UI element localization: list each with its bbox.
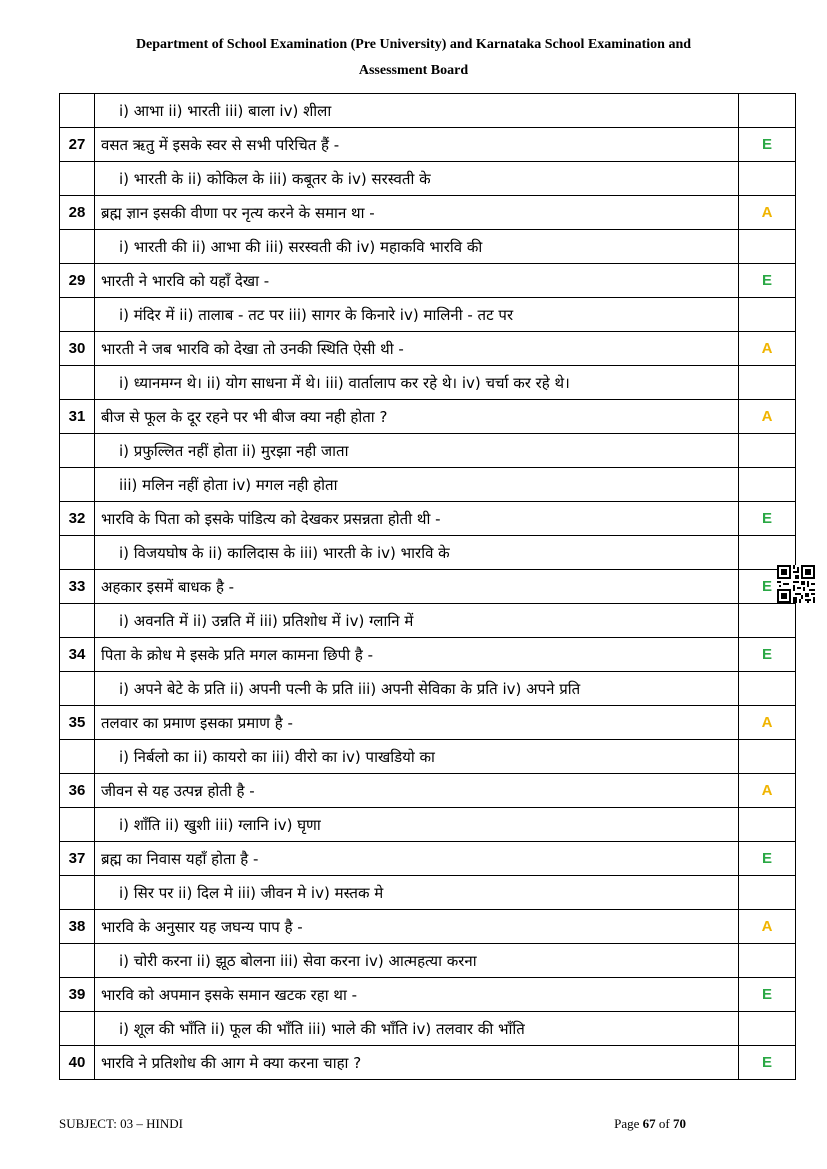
- question-number: [60, 468, 95, 502]
- question-number: [60, 604, 95, 638]
- question-text: तलवार का प्रमाण इसका प्रमाण है -: [95, 706, 739, 740]
- difficulty-level: [739, 162, 796, 196]
- answer-options: i) प्रफुल्लित नहीं होता ii) मुरझा नही जाता: [95, 434, 739, 468]
- difficulty-level: E: [739, 264, 796, 298]
- question-number: [60, 366, 95, 400]
- answer-options: i) ध्यानमग्न थे। ii) योग साधना में थे। iii) वार्तालाप कर रहे थे। iv) चर्चा कर रहे थे।: [95, 366, 739, 400]
- question-row: [60, 264, 796, 298]
- question-text: भारती ने जब भारवि को देखा तो उनकी स्थिति ऐसी थी -: [95, 332, 739, 366]
- options-row: [60, 434, 796, 468]
- question-row: [60, 842, 796, 876]
- options-row: [60, 944, 796, 978]
- answer-options: i) भारती के ii) कोकिल के iii) कबूतर के iv) सरस्वती के: [95, 162, 739, 196]
- question-number: 32: [60, 502, 95, 536]
- difficulty-level: [739, 808, 796, 842]
- options-row: [60, 1012, 796, 1046]
- options-row: [60, 162, 796, 196]
- difficulty-level: A: [739, 196, 796, 230]
- difficulty-level: E: [739, 1046, 796, 1080]
- question-row: [60, 570, 796, 604]
- question-number: 35: [60, 706, 95, 740]
- difficulty-level: [739, 468, 796, 502]
- answer-options: i) निर्बलो का ii) कायरो का iii) वीरो का iv) पाखडियो का: [95, 740, 739, 774]
- question-number: 40: [60, 1046, 95, 1080]
- options-row: [60, 536, 796, 570]
- question-number: 37: [60, 842, 95, 876]
- difficulty-level: [739, 740, 796, 774]
- question-number: 31: [60, 400, 95, 434]
- question-number: 38: [60, 910, 95, 944]
- difficulty-level: E: [739, 128, 796, 162]
- question-number: [60, 162, 95, 196]
- question-number: [60, 94, 95, 128]
- question-row: [60, 332, 796, 366]
- difficulty-level: E: [739, 570, 796, 604]
- question-text: जीवन से यह उत्पन्न होती है -: [95, 774, 739, 808]
- question-number: 39: [60, 978, 95, 1012]
- difficulty-level: [739, 876, 796, 910]
- difficulty-level: [739, 1012, 796, 1046]
- question-row: [60, 706, 796, 740]
- question-text: अहकार इसमें बाधक है -: [95, 570, 739, 604]
- difficulty-level: A: [739, 332, 796, 366]
- options-row: [60, 672, 796, 706]
- options-row: [60, 740, 796, 774]
- question-number: 29: [60, 264, 95, 298]
- footer-page-number: Page 67 of 70: [614, 1116, 686, 1131]
- qr-code-icon: [777, 565, 815, 603]
- question-row: [60, 1046, 796, 1080]
- difficulty-level: A: [739, 400, 796, 434]
- answer-options: i) अवनति में ii) उन्नति में iii) प्रतिशोध में iv) ग्लानि में: [95, 604, 739, 638]
- answer-options: i) चोरी करना ii) झूठ बोलना iii) सेवा करना iv) आत्महत्या करना: [95, 944, 739, 978]
- question-row: [60, 400, 796, 434]
- header-line-2: Assessment Board: [358, 63, 469, 78]
- header-line-1: Department of School Examination (Pre University) and Karnataka School Examination and: [135, 37, 692, 52]
- difficulty-level: E: [739, 638, 796, 672]
- question-number: [60, 740, 95, 774]
- options-row: [60, 468, 796, 502]
- question-number: [60, 230, 95, 264]
- footer-subject: SUBJECT: 03 – HINDI: [59, 1116, 183, 1131]
- difficulty-level: E: [739, 978, 796, 1012]
- question-number: [60, 876, 95, 910]
- question-row: [60, 502, 796, 536]
- difficulty-level: [739, 94, 796, 128]
- question-number: [60, 434, 95, 468]
- question-number: [60, 944, 95, 978]
- difficulty-level: A: [739, 910, 796, 944]
- answer-options: i) सिर पर ii) दिल मे iii) जीवन मे iv) मस्तक मे: [95, 876, 739, 910]
- answer-options: i) अपने बेटे के प्रति ii) अपनी पत्नी के प्रति iii) अपनी सेविका के प्रति iv) अपने प्रति: [95, 672, 739, 706]
- options-row: [60, 808, 796, 842]
- question-row: [60, 978, 796, 1012]
- question-text: वसत ऋतु में इसके स्वर से सभी परिचित हैं -: [95, 128, 739, 162]
- question-text: ब्रह्म ज्ञान इसकी वीणा पर नृत्य करने के समान था -: [95, 196, 739, 230]
- options-row: [60, 604, 796, 638]
- answer-options: i) भारती की ii) आभा की iii) सरस्वती की iv) महाकवि भारवि की: [95, 230, 739, 264]
- question-row: [60, 638, 796, 672]
- question-number: [60, 1012, 95, 1046]
- question-number: 28: [60, 196, 95, 230]
- difficulty-level: E: [739, 502, 796, 536]
- answer-options: i) मंदिर में ii) तालाब - तट पर iii) सागर के किनारे iv) मालिनी - तट पर: [95, 298, 739, 332]
- difficulty-level: [739, 672, 796, 706]
- question-text: ब्रह्म का निवास यहाँ होता है -: [95, 842, 739, 876]
- answer-options: i) शाँति ii) खुशी iii) ग्लानि iv) घृणा: [95, 808, 739, 842]
- difficulty-level: [739, 434, 796, 468]
- question-table: [59, 93, 796, 1080]
- options-row: [60, 298, 796, 332]
- answer-options: i) आभा ii) भारती iii) बाला iv) शीला: [95, 94, 739, 128]
- question-number: 33: [60, 570, 95, 604]
- answer-options: iii) मलिन नहीं होता iv) मगल नही होता: [95, 468, 739, 502]
- difficulty-level: E: [739, 842, 796, 876]
- question-number: 34: [60, 638, 95, 672]
- question-number: [60, 672, 95, 706]
- question-number: 36: [60, 774, 95, 808]
- question-row: [60, 774, 796, 808]
- question-number: 30: [60, 332, 95, 366]
- document-header: [0, 32, 827, 84]
- question-text: भारवि ने प्रतिशोध की आग मे क्या करना चाहा ?: [95, 1046, 739, 1080]
- difficulty-level: A: [739, 706, 796, 740]
- question-text: भारती ने भारवि को यहाँ देखा -: [95, 264, 739, 298]
- question-row: [60, 196, 796, 230]
- options-row: [60, 876, 796, 910]
- difficulty-level: A: [739, 774, 796, 808]
- answer-options: i) शूल की भाँति ii) फूल की भाँति iii) भाले की भाँति iv) तलवार की भाँति: [95, 1012, 739, 1046]
- question-text: भारवि के अनुसार यह जघन्य पाप है -: [95, 910, 739, 944]
- question-row: [60, 128, 796, 162]
- difficulty-level: [739, 944, 796, 978]
- question-text: पिता के क्रोध मे इसके प्रति मगल कामना छिपी है -: [95, 638, 739, 672]
- options-row: [60, 366, 796, 400]
- difficulty-level: [739, 604, 796, 638]
- question-number: 27: [60, 128, 95, 162]
- question-number: [60, 808, 95, 842]
- difficulty-level: [739, 366, 796, 400]
- question-number: [60, 298, 95, 332]
- options-row: [60, 230, 796, 264]
- options-row: [60, 94, 796, 128]
- question-text: भारवि के पिता को इसके पांडित्य को देखकर प्रसन्नता होती थी -: [95, 502, 739, 536]
- difficulty-level: [739, 230, 796, 264]
- answer-options: i) विजयघोष के ii) कालिदास के iii) भारती के iv) भारवि के: [95, 536, 739, 570]
- difficulty-level: [739, 298, 796, 332]
- question-row: [60, 910, 796, 944]
- question-number: [60, 536, 95, 570]
- question-text: भारवि को अपमान इसके समान खटक रहा था -: [95, 978, 739, 1012]
- question-text: बीज से फूल के दूर रहने पर भी बीज क्या नही होता ?: [95, 400, 739, 434]
